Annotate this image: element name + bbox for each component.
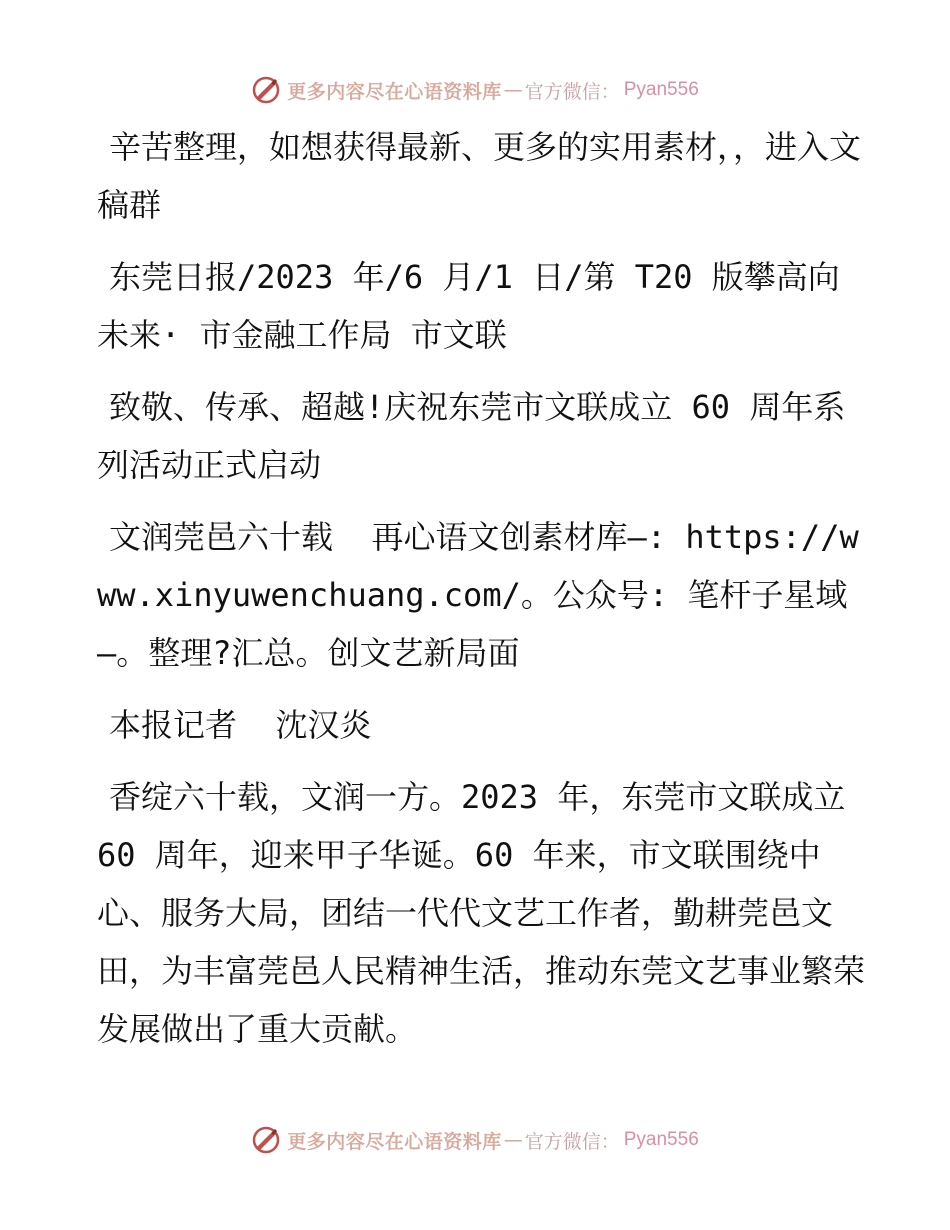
paragraph-source-line: 东莞日报/2023 年/6 月/1 日/第 T20 版攀高向未来· 市金融工作局 市文联: [97, 258, 840, 354]
banner-separator: —: [503, 79, 523, 101]
banner-wechat-id: Pyan556: [623, 79, 699, 100]
footer-watermark-banner: [0, 1120, 950, 1160]
paragraph-subheadline: 文润莞邑六十载 再心语文创素材库—: https://www.xinyuwenchuang.com/。公众号: 笔杆子星域—。整理?汇总。创文艺新局面: [97, 518, 859, 672]
pen-logo-icon: [251, 75, 281, 105]
header-watermark-banner: [0, 70, 950, 110]
paragraph-body: 香绽六十载，文润一方。2023 年，东莞市文联成立 60 周年，迎来甲子华诞。60 年来，市文联围绕中心、服务大局，团结一代代文艺工作者，勤耕莞邑文田，为丰富莞邑人民精神生活，推动东莞文艺事业繁荣发展做出了重大贡献。: [97, 778, 866, 1048]
pen-logo-icon: [251, 1125, 281, 1155]
document-body: [97, 118, 867, 1072]
paragraph-byline: 本报记者 沈汉炎: [109, 706, 372, 744]
paragraph-headline: 致敬、传承、超越!庆祝东莞市文联成立 60 周年系列活动正式启动: [97, 388, 846, 484]
banner-wechat-label: 官方微信：: [524, 80, 620, 103]
banner-text: 更多内容尽在心语资料库: [287, 1130, 502, 1153]
paragraph-intro-note: 辛苦整理，如想获得最新、更多的实用素材，，进入文稿群: [97, 128, 862, 224]
banner-wechat-label: 官方微信：: [524, 1130, 620, 1153]
banner-separator: —: [503, 1129, 523, 1151]
banner-wechat-id: Pyan556: [623, 1129, 699, 1150]
banner-text: 更多内容尽在心语资料库: [287, 80, 502, 103]
